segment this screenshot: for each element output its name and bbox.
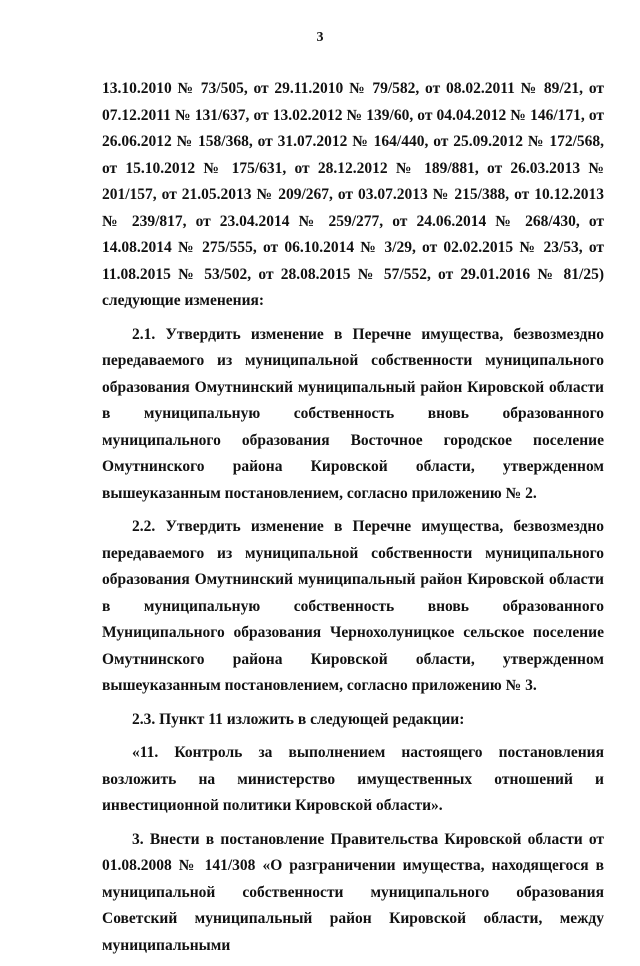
paragraph-2-2: 2.2. Утвердить изменение в Перечне имущества, безвозмездно передаваемого из муниципальной собственности муниципального образования Омутнинский муниципальный район Кировской области в муниципальную собственность вновь образованного Муниципального образования Чернохолуницкое сельское поселение Омутнинского района Кировской области, утвержденном вышеуказанным постановлением, согласно приложению № 3. — [102, 518, 604, 694]
paragraph-2-1: 2.1. Утвердить изменение в Перечне имущества, безвозмездно передаваемого из муниципальной собственности муниципального образования Омутнинский муниципальный район Кировской области в муниципальную собственность вновь образованного муниципального образования Восточное городское поселение Омутнинского района Кировской области, утвержденном вышеуказанным постановлением, согласно приложению № 2. — [102, 325, 604, 502]
paragraph-amendment-list: 13.10.2010 № 73/505, от 29.11.2010 № 79/582, от 08.02.2011 № 89/21, от 07.12.2011 № 131/637, от 13.02.2012 № 139/60, от 04.04.2012 № 146/171, от 26.06.2012 № 158/368, от 31.07.2012 № 164/440, от 25.09.2012 № 172/568, от 15.10.2012 № 175/631, от 28.12.2012 № 189/881, от 26.03.2013 № 201/157, от 21.05.2013 № 209/267, от 03.07.2013 № 215/388, от 10.12.2013 № 239/817, от 23.04.2014 № 259/277, от 24.06.2014 № 268/430, от 14.08.2014 № 275/555, от 06.10.2014 № 3/29, от 02.02.2015 № 23/53, от 11.08.2015 № 53/502, от 28.08.2015 № 57/552, от 29.01.2016 № 81/25) следующие изменения: — [102, 80, 604, 309]
paragraph-2-3: 2.3. Пункт 11 изложить в следующей редакции: — [132, 710, 465, 728]
document-body — [102, 76, 604, 966]
paragraph-3: 3. Внести в постановление Правительства Кировской области от 01.08.2008 № 141/308 «О разграничении имущества, находящегося в муниципальной собственности муниципального образования Советский муниципальный район Кировской области, между муниципальными — [102, 830, 604, 954]
page-number: 3 — [316, 30, 324, 45]
paragraph-quoted-item-11: «11. Контроль за выполнением настоящего постановления возложить на министерство имущественных отношений и инвестиционной политики Кировской области». — [102, 744, 604, 814]
